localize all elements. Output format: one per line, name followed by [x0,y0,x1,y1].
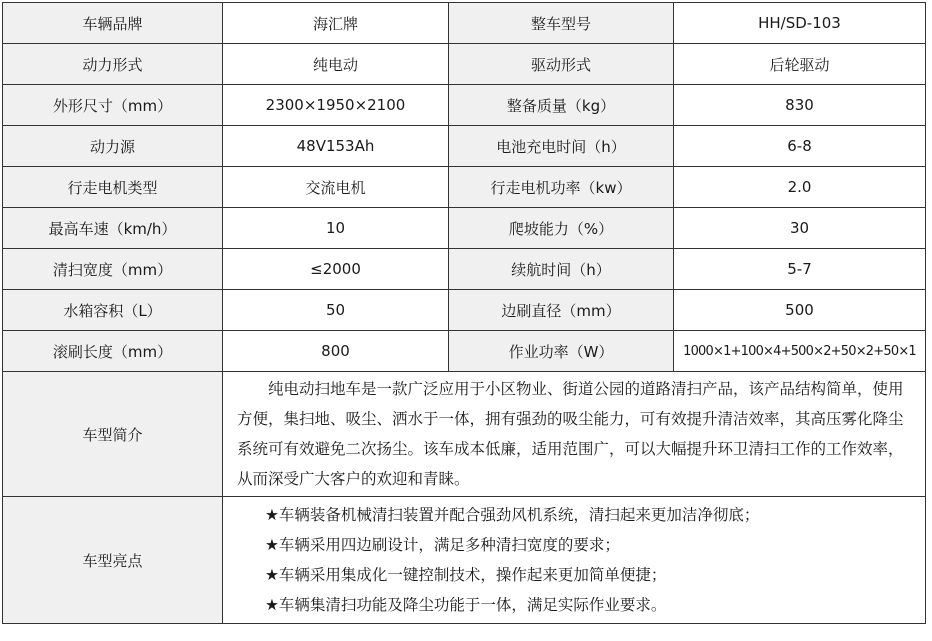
highlight-item: ★车辆装备机械清扫装置并配合强劲风机系统，清扫起来更加洁净彻底； [265,506,760,524]
spec-value: 800 [223,331,449,372]
spec-label: 整车型号 [449,3,674,44]
spec-label: 行走电机类型 [3,167,223,208]
spec-label: 动力源 [3,126,223,167]
spec-label: 边刷直径（mm） [449,290,674,331]
table-row [3,167,926,208]
spec-value: ≤2000 [223,249,449,290]
table-row [3,85,926,126]
spec-value: 1000×1+100×4+500×2+50×2+50×1 [674,331,926,372]
spec-label: 最高车速（km/h） [3,208,223,249]
spec-value: 5-7 [674,249,926,290]
spec-label: 整备质量（kg） [449,85,674,126]
spec-value: 海汇牌 [223,3,449,44]
intro-row [3,372,926,497]
highlight-item: ★车辆采用集成化一键控制技术，操作起来更加简单便捷； [265,566,667,584]
intro-text: 纯电动扫地车是一款广泛应用于小区物业、街道公园的道路清扫产品，该产品结构简单，使用方便，集扫地、吸尘、洒水于一体，拥有强劲的吸尘能力，可有效提升清洁效率，其高压雾化降尘系统可有效避免二次扬尘。该车成本低廉，适用范围广，可以大幅提升环卫清扫工作的工作效率，从而深受广大客户的欢迎和青睐。 [237,380,904,488]
spec-value: 2.0 [674,167,926,208]
highlight-item: ★车辆采用四边刷设计，满足多种清扫宽度的要求； [265,536,620,554]
spec-value: 48V153Ah [223,126,449,167]
spec-sheet [2,2,926,624]
highlight-item: ★车辆集清扫功能及降尘功能于一体，满足实际作业要求。 [265,596,667,614]
spec-value: 10 [223,208,449,249]
spec-label: 水箱容积（L） [3,290,223,331]
spec-label: 外形尺寸（mm） [3,85,223,126]
table-row [3,290,926,331]
spec-label: 车辆品牌 [3,3,223,44]
highlights-list [237,500,911,620]
spec-label: 清扫宽度（mm） [3,249,223,290]
spec-label: 动力形式 [3,44,223,85]
table-row [3,208,926,249]
spec-value: 830 [674,85,926,126]
spec-value: 交流电机 [223,167,449,208]
spec-label: 驱动形式 [449,44,674,85]
spec-label: 作业功率（W） [449,331,674,372]
spec-value: 500 [674,290,926,331]
table-row [3,126,926,167]
spec-value: 后轮驱动 [674,44,926,85]
highlights-label: 车型亮点 [3,497,223,624]
spec-label: 续航时间（h） [449,249,674,290]
spec-label: 行走电机功率（kw） [449,167,674,208]
spec-value: 30 [674,208,926,249]
spec-table [2,2,926,624]
spec-value: 2300×1950×2100 [223,85,449,126]
spec-value: HH/SD-103 [674,3,926,44]
spec-value: 纯电动 [223,44,449,85]
spec-value: 50 [223,290,449,331]
spec-label: 电池充电时间（h） [449,126,674,167]
highlights-row [3,497,926,624]
highlights-cell [223,497,926,624]
table-row [3,249,926,290]
spec-label: 爬坡能力（%） [449,208,674,249]
spec-value: 6-8 [674,126,926,167]
spec-label: 滚刷长度（mm） [3,331,223,372]
table-row [3,3,926,44]
table-row [3,331,926,372]
intro-cell [223,372,926,497]
table-row [3,44,926,85]
intro-label: 车型简介 [3,372,223,497]
